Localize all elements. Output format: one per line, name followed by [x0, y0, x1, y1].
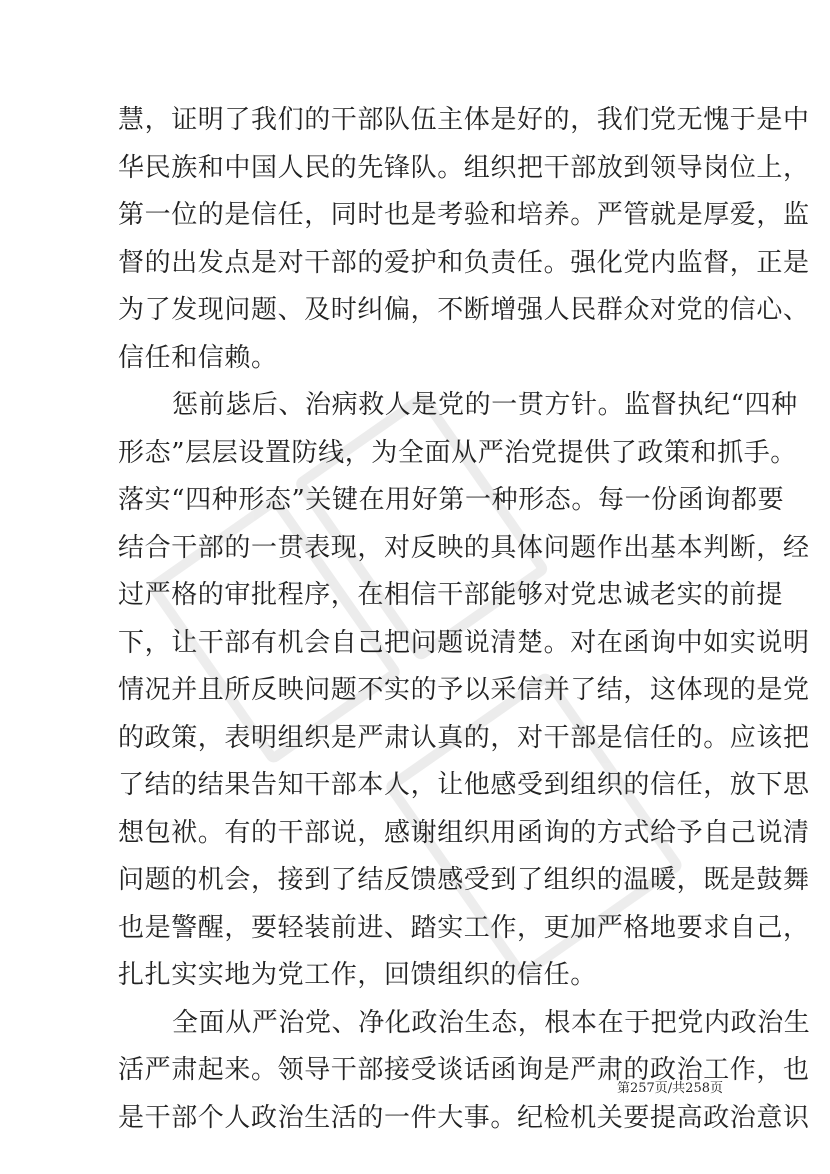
text-line: 第一位的是信任，同时也是考验和培养。严管就是厚爱，监	[118, 200, 810, 230]
text-line: 结合干部的一贯表现，对反映的具体问题作出基本判断，经	[118, 532, 810, 563]
text-line: 为了发现问题、及时纠偏，不断增强人民群众对党的信心、	[118, 295, 810, 325]
text-line: 扎扎实实地为党工作，回馈组织的信任。	[118, 960, 597, 990]
text-line: 活严肃起来。领导干部接受谈话函询是严肃的政治工作，也	[118, 1055, 810, 1085]
paragraph-start-line: 全面从严治党、净化政治生态，根本在于把党内政治生	[172, 1007, 811, 1038]
page-number: 第257页/共258页	[616, 1081, 723, 1096]
text-line: 过严格的审批程序，在相信干部能够对党忠诚老实的前提	[118, 580, 784, 610]
text-line: 情况并且所反映问题不实的予以采信并了结，这体现的是党	[118, 675, 810, 705]
document-body	[118, 97, 811, 1142]
text-line: 是干部个人政治生活的一件大事。纪检机关要提高政治意识	[118, 1102, 810, 1133]
text-line: 形态”层层设置防线，为全面从严治党提供了政策和抓手。	[118, 437, 797, 468]
text-line: 督的出发点是对干部的爱护和负责任。强化党内监督，正是	[118, 247, 810, 278]
text-line: 了结的结果告知干部本人，让他感受到组织的信任，放下思	[118, 770, 810, 800]
text-line: 下，让干部有机会自己把问题说清楚。对在函询中如实说明	[118, 627, 810, 658]
text-line: 华民族和中国人民的先锋队。组织把干部放到领导岗位上，	[118, 152, 810, 183]
text-line: 信任和信赖。	[118, 342, 278, 373]
text-line: 的政策，表明组织是严肃认真的，对干部是信任的。应该把	[118, 722, 810, 753]
text-line: 问题的机会，接到了结反馈感受到了组织的温暖，既是鼓舞	[118, 865, 810, 895]
text-line: 也是警醒，要轻装前进、踏实工作，更加严格地要求自己，	[118, 912, 810, 943]
paragraph-start-line: 惩前毖后、治病救人是党的一贯方针。监督执纪“四种	[172, 390, 798, 420]
text-line: 想包袱。有的干部说，感谢组织用函询的方式给予自己说清	[118, 817, 810, 848]
text-line: 慧，证明了我们的干部队伍主体是好的，我们党无愧于是中	[118, 105, 810, 135]
text-line: 落实“四种形态”关键在用好第一种形态。每一份函询都要	[118, 485, 785, 515]
